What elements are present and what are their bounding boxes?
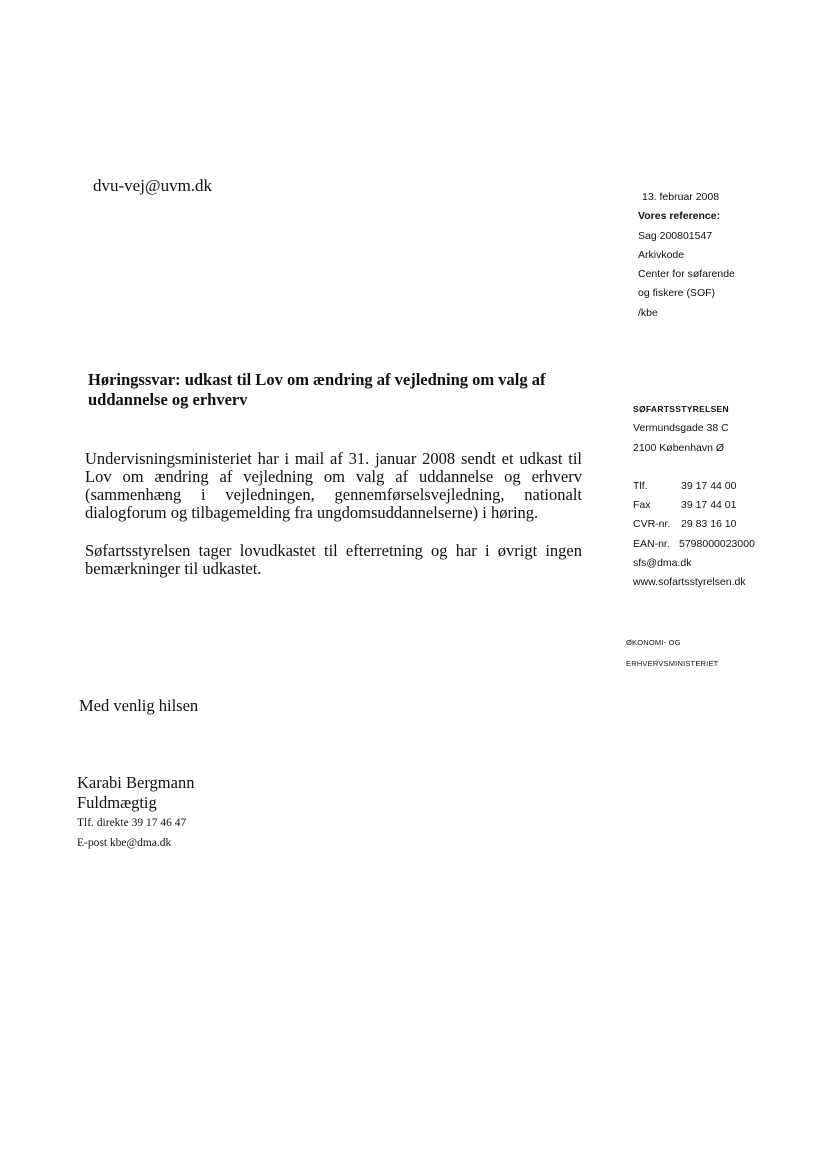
phone-label: Tlf.	[633, 479, 648, 492]
cvr-row	[633, 515, 755, 534]
archive-code: Arkivkode	[638, 248, 685, 261]
signature-block	[77, 773, 194, 853]
reference-label: Vores reference:	[638, 210, 721, 223]
closing-greeting: Med venlig hilsen	[79, 696, 199, 715]
department-line-2: og fiskere (SOF)	[638, 287, 716, 300]
phone-row	[633, 477, 755, 496]
signatory-name: Karabi Bergmann	[77, 773, 195, 792]
ministry-line-1: ØKONOMI- OG	[626, 638, 681, 647]
cvr-label: CVR-nr.	[633, 518, 671, 531]
initials: /kbe	[638, 306, 658, 319]
signatory-email: E-post kbe@dma.dk	[77, 837, 172, 849]
letter-meta	[638, 188, 735, 323]
sender-organization: SØFARTSSTYRELSEN	[633, 404, 729, 414]
phone-value: 39 17 44 00	[681, 479, 737, 492]
letter-body	[85, 450, 582, 598]
ean-label: EAN-nr.	[633, 537, 670, 550]
fax-row	[633, 496, 755, 515]
fax-value: 39 17 44 01	[681, 499, 737, 512]
sender-block	[633, 400, 755, 593]
subject-line-1: Høringssvar: udkast til Lov om ændring af vejledning om valg af	[88, 370, 546, 389]
ministry-block	[626, 632, 718, 674]
letter-date: 13. februar 2008	[642, 191, 720, 203]
body-paragraph-1: Undervisningsministeriet har i mail af 31. januar 2008 sendt et udkast til Lov om ændring af vejledning om valg af uddannelse og erhverv (sammenhæng i vejledningen, gennemførselsvejledning, nationalt dialogforum og tilbagemelding fra ungdomsuddannelserne) i høring.	[85, 449, 582, 522]
sender-website: www.sofartsstyrelsen.dk	[633, 576, 746, 589]
department-line-1: Center for søfarende	[638, 268, 735, 281]
sender-street: Vermundsgade 38 C	[633, 422, 729, 435]
signatory-phone: Tlf. direkte 39 17 46 47	[77, 817, 187, 829]
recipient-email: dvu-vej@uvm.dk	[93, 176, 213, 195]
subject-heading	[88, 370, 588, 410]
fax-label: Fax	[633, 499, 651, 512]
sender-city: 2100 København Ø	[633, 441, 725, 454]
body-paragraph-2: Søfartsstyrelsen tager lovudkastet til efterretning og har i øvrigt ingen bemærkninger til udkastet.	[85, 541, 582, 578]
ean-row	[633, 535, 755, 554]
cvr-value: 29 83 16 10	[681, 518, 737, 531]
sender-email: sfs@dma.dk	[633, 557, 692, 570]
ean-value: 5798000023000	[679, 537, 755, 550]
case-number: Sag 200801547	[638, 229, 713, 242]
subject-line-2: uddannelse og erhverv	[88, 390, 248, 409]
ministry-line-2: ERHVERVSMINISTERIET	[626, 659, 719, 668]
signatory-title: Fuldmægtig	[77, 793, 157, 812]
